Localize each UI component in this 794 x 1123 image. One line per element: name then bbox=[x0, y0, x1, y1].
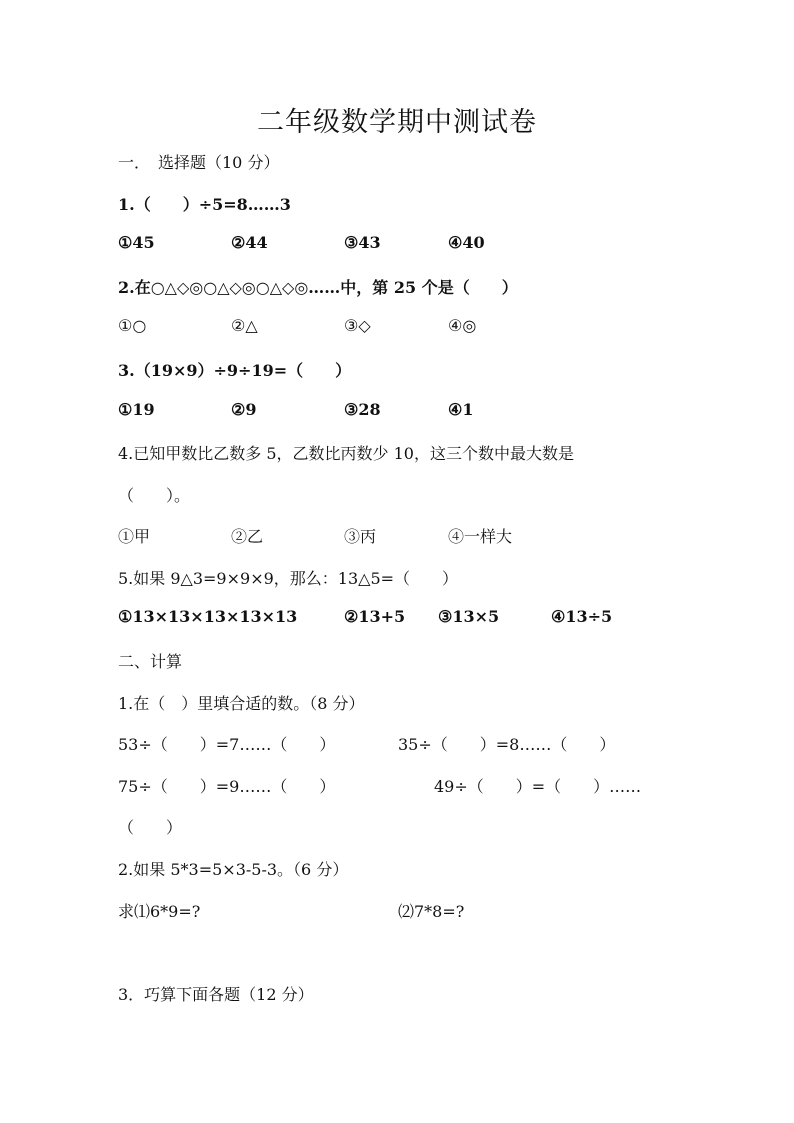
part2-heading: 2.如果 5*3=5×3-5-3。（6 分） bbox=[118, 860, 349, 879]
q1-option-2: ②44 bbox=[231, 233, 268, 252]
q5-option-4: ④13÷5 bbox=[551, 607, 613, 626]
exam-title: 二年级数学期中测试卷 bbox=[257, 107, 537, 138]
q1-option-1: ①45 bbox=[118, 233, 155, 252]
fill-2a: 75÷（ ）=9……（ ） bbox=[118, 777, 336, 796]
q3-option-1: ①19 bbox=[118, 400, 155, 419]
q5-option-2: ②13+5 bbox=[344, 607, 406, 626]
section1-heading: 一． 选择题（10 分） bbox=[118, 153, 280, 172]
question-1: 1.（ ）÷5=8……3 bbox=[118, 195, 291, 214]
question-4: 4.已知甲数比乙数多 5，乙数比丙数少 10，这三个数中最大数是 bbox=[118, 444, 574, 463]
q2-option-2: ②△ bbox=[231, 316, 258, 335]
q2-option-3: ③◇ bbox=[344, 316, 371, 335]
fill-2b: 49÷（ ）=（ ）…… bbox=[434, 777, 642, 796]
q4-option-1: ①甲 bbox=[118, 527, 151, 546]
part2-a: 求⑴6*9=? bbox=[118, 902, 201, 921]
q5-option-1: ①13×13×13×13×13 bbox=[118, 607, 298, 626]
part3-heading: 3．巧算下面各题（12 分） bbox=[118, 985, 314, 1004]
question-5: 5.如果 9△3=9×9×9，那么：13△5=（ ） bbox=[118, 569, 459, 588]
question-2: 2.在○△◇◎○△◇◎○△◇◎……中，第 25 个是（ ） bbox=[118, 278, 518, 297]
q4-option-4: ④一样大 bbox=[448, 527, 513, 546]
q3-option-2: ②9 bbox=[231, 400, 257, 419]
q2-option-4: ④◎ bbox=[448, 316, 477, 335]
fill-3: （ ） bbox=[118, 818, 183, 837]
question-4-cont: （ ）。 bbox=[118, 486, 191, 505]
q2-option-1: ①○ bbox=[118, 316, 147, 335]
q3-option-3: ③28 bbox=[344, 400, 381, 419]
fill-1a: 53÷（ ）=7……（ ） bbox=[118, 735, 336, 754]
q4-option-2: ②乙 bbox=[231, 527, 264, 546]
q4-option-3: ③丙 bbox=[344, 527, 377, 546]
part2-b: ⑵7*8=? bbox=[398, 902, 465, 921]
q3-option-4: ④1 bbox=[448, 400, 474, 419]
fill-1b: 35÷（ ）=8……（ ） bbox=[398, 735, 616, 754]
q5-option-3: ③13×5 bbox=[438, 607, 500, 626]
q1-option-4: ④40 bbox=[448, 233, 485, 252]
part1-heading: 1.在（ ）里填合适的数。（8 分） bbox=[118, 694, 365, 713]
question-3: 3.（19×9）÷9÷19=（ ） bbox=[118, 361, 352, 380]
section2-heading: 二、计算 bbox=[118, 652, 183, 671]
q1-option-3: ③43 bbox=[344, 233, 381, 252]
